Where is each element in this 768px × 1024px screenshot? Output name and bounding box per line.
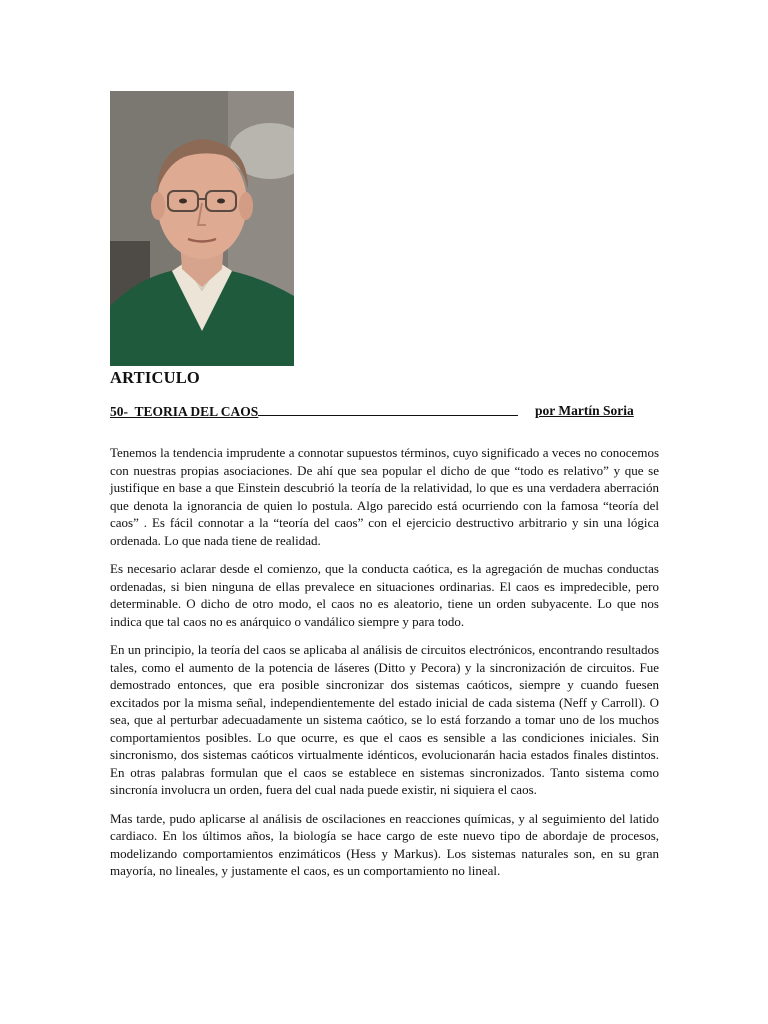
body-paragraph-4: Mas tarde, pudo aplicarse al análisis de oscilaciones en reacciones químicas, y al seguimiento del latido cardiaco. En los últimos años, la biología se hace cargo de este nuevo tipo de abordaje de procesos, modelizando comportamientos enzimáticos (Hess y Markus). Los sistemas naturales son, en su gran mayoría, no lineales, y justamente el caos, es un comportamiento no lineal.: [110, 810, 659, 878]
author-photo: [110, 91, 294, 366]
body-paragraph-1: Tenemos la tendencia imprudente a connotar supuestos términos, cuyo significado a veces no conocemos con nuestras propias asociaciones. De ahí que sea popular el dicho de que “todo es relativo” y que se justifique en base a que Einstein descubrió la teoría de la relatividad, lo que es una verdadera aberración que denota la ignorancia de quien lo postula. Algo parecido está ocurriendo con la famosa “teoría del caos” . Es fácil connotar a la “teoría del caos” con el ejercicio destructivo arbitrario y sin una lógica ordenada. Lo que nada tiene de realidad.: [110, 445, 659, 548]
title-underline-filler: [258, 403, 518, 416]
author-portrait-illustration: [110, 91, 294, 366]
article-number: 50-: [110, 404, 128, 419]
article-body: [110, 444, 659, 891]
article-title-line: [110, 403, 650, 421]
body-paragraph-2: Es necesario aclarar desde el comienzo, que la conducta caótica, es la agregación de muchas conductas ordenadas, si bien ninguna de ellas prevalece en situaciones ordinarias. El caos es impredecible, pero determinable. O dicho de otro modo, el caos no es aleatorio, tiene un orden subyacente. Lo que nos indica que tal caos no es anárquico o vandálico siempre y para todo.: [110, 561, 659, 629]
body-paragraph-3: En un principio, la teoría del caos se aplicaba al análisis de circuitos electrónicos, encontrando resultados tales, como el aumento de la potencia de láseres (Ditto y Pecora) y la sincronización de circuitos. Fue demostrado entonces, que era posible sincronizar dos sistemas caóticos, siempre y cuando fuesen excitados por la misma señal, independientemente del estado inicial de cada sistema (Neff y Carroll). O sea, que al perturbar adecuadamente un sistema caótico, se lo está forzando a tomar uno de los muchos comportamientos posibles. Lo que ocurre, es que el caos es sensible a las condiciones iniciales. Sin sincronismo, dos sistemas caóticos virtualmente idénticos, evolucionarán hacia estados finales distintos. En otras palabras formulan que el caos se establece en sistemas sincronizados. Tanto sistema como sincronía involucra un orden, fuera del cual nada puede existir, ni siquiera el caos.: [110, 642, 659, 797]
article-heading: ARTICULO: [110, 368, 200, 387]
article-title: [110, 403, 535, 420]
article-title-text: TEORIA DEL CAOS: [134, 404, 259, 419]
article-author: por Martín Soria: [535, 403, 634, 418]
